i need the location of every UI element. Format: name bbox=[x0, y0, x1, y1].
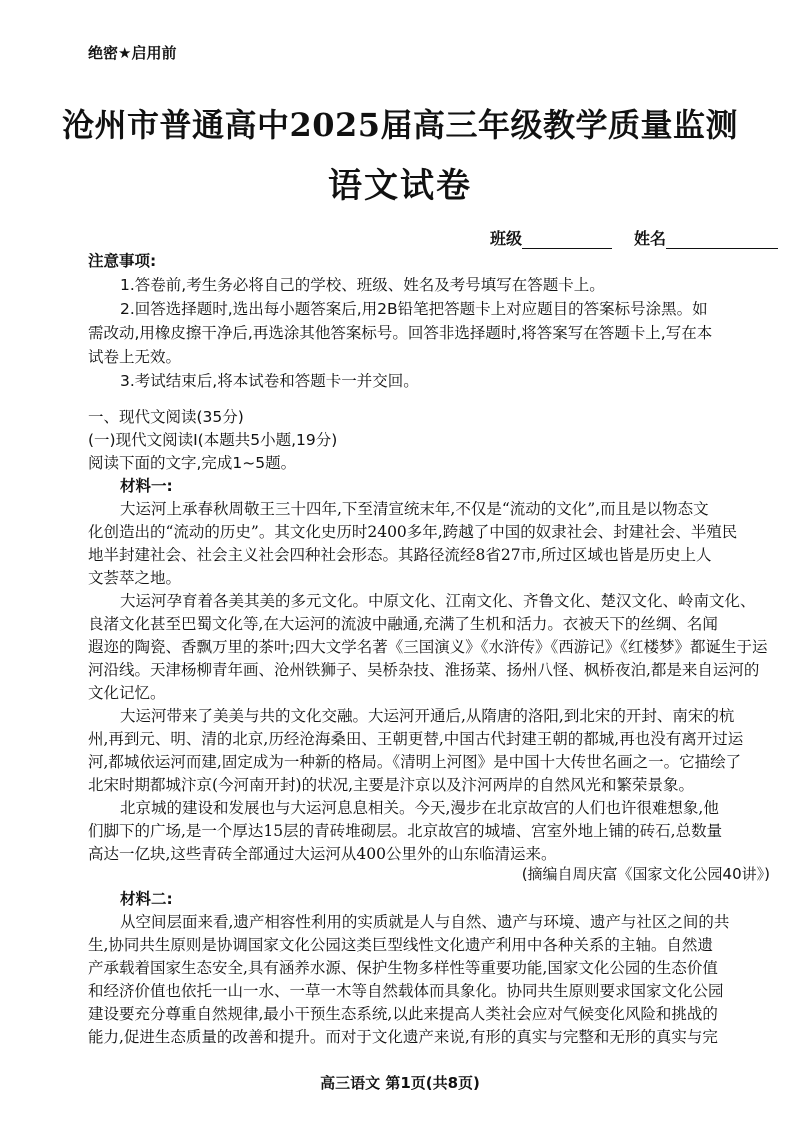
m1-p1-line: 大运河上承春秋周敬王三十四年,下至清宣统末年,不仅是“流动的文化”,而且是以物态文 bbox=[120, 500, 709, 518]
material-2-label: 材料二: bbox=[120, 890, 173, 908]
page-footer: 高三语文 第1页(共8页) bbox=[320, 1074, 480, 1092]
m2-line: 和经济价值也依托一山一水、一草一木等自然载体而具象化。协同共生原则要求国家文化公园 bbox=[88, 982, 724, 1000]
notes-heading: 注意事项: bbox=[88, 252, 157, 270]
m1-p3-line: 大运河带来了美美与共的文化交融。大运河开通后,从隋唐的洛阳,到北宋的开封、南宋的杭 bbox=[120, 707, 735, 725]
material-1-source: (摘编自周庆富《国家文化公园40讲》) bbox=[521, 865, 770, 883]
m2-line: 生,协同共生原则是协调国家文化公园这类巨型线性文化遗产利用中各种关系的主轴。自然遗 bbox=[88, 936, 713, 954]
m1-p4-line: 高达一亿块,这些青砖全部通过大运河从400公里外的山东临清运来。 bbox=[88, 845, 557, 863]
m1-p2-line: 大运河孕育着各美其美的多元文化。中原文化、江南文化、齐鲁文化、楚汉文化、岭南文化、 bbox=[120, 592, 756, 610]
section-sub-heading: (一)现代文阅读Ⅰ(本题共5小题,19分) bbox=[88, 431, 338, 449]
m1-p3-line: 州,再到元、明、清的北京,历经沧海桑田、王朝更替,中国古代封建王朝的都城,再也没有离开过运 bbox=[88, 730, 744, 748]
m1-p4-line: 北京城的建设和发展也与大运河息息相关。今天,漫步在北京故宫的人们也许很难想象,他 bbox=[120, 799, 719, 817]
note-item-2-line-2: 需改动,用橡皮擦干净后,再选涂其他答案标号。回答非选择题时,将答案写在答题卡上,写在本 bbox=[88, 324, 713, 342]
m1-p1-line: 地半封建社会、社会主义社会四种社会形态。其路径流经8省27市,所过区域也皆是历史上人 bbox=[88, 546, 712, 564]
m1-p1-line: 化创造出的“流动的历史”。其文化史历时2400多年,跨越了中国的奴隶社会、封建社会、半殖民 bbox=[88, 523, 738, 541]
section-heading: 一、现代文阅读(35分) bbox=[88, 408, 244, 426]
m1-p3-line: 北宋时期都城汴京(今河南开封)的状况,主要是汴京以及汴河两岸的自然风光和繁荣景象。 bbox=[88, 776, 695, 794]
reading-instruction: 阅读下面的文字,完成1~5题。 bbox=[88, 454, 297, 472]
m1-p1-line: 文荟萃之地。 bbox=[88, 569, 182, 587]
note-item-2-line-1: 2.回答选择题时,选出每小题答案后,用2B铅笔把答题卡上对应题目的答案标号涂黑。如 bbox=[120, 300, 708, 318]
name-label: 姓名 bbox=[634, 229, 667, 248]
note-item-3: 3.考试结束后,将本试卷和答题卡一并交回。 bbox=[120, 372, 419, 390]
m1-p2-line: 良渚文化甚至巴蜀文化等,在大运河的流波中融通,充满了生机和活力。衣被天下的丝绸、名闻 bbox=[88, 615, 718, 633]
m1-p2-line: 文化记忆。 bbox=[88, 684, 166, 702]
exam-title: 沧州市普通高中2025届高三年级教学质量监测 bbox=[61, 106, 739, 144]
m2-line: 从空间层面来看,遗产相容性利用的实质就是人与自然、遗产与环境、遗产与社区之间的共 bbox=[120, 913, 730, 931]
m2-line: 产承载着国家生态安全,具有涵养水源、保护生物多样性等重要功能,国家文化公园的生态价值 bbox=[88, 959, 718, 977]
m1-p3-line: 河,都城依运河而建,固定成为一种新的格局。《清明上河图》是中国十大传世名画之一。它描绘了 bbox=[88, 753, 742, 771]
m2-line: 能力,促进生态质量的改善和提升。而对于文化遗产来说,有形的真实与完整和无形的真实与完 bbox=[88, 1028, 718, 1046]
student-info bbox=[490, 226, 778, 249]
name-blank bbox=[666, 232, 778, 249]
m2-line: 建设要充分尊重自然规律,最小干预生态系统,以此来提高人类社会应对气候变化风险和挑战的 bbox=[88, 1005, 718, 1023]
m1-p2-line: 遐迩的陶瓷、香飘万里的茶叶;四大文学名著《三国演义》《水浒传》《西游记》《红楼梦》都诞生于运 bbox=[88, 638, 768, 656]
note-item-2-line-3: 试卷上无效。 bbox=[88, 348, 182, 366]
confidential-label: 绝密★启用前 bbox=[88, 44, 177, 62]
material-1-label: 材料一: bbox=[120, 477, 173, 495]
class-label: 班级 bbox=[490, 229, 523, 248]
m1-p4-line: 们脚下的广场,是一个厚达15层的青砖堆砌层。北京故宫的城墙、宫室外地上铺的砖石,总数量 bbox=[88, 822, 723, 840]
m1-p2-line: 河沿线。天津杨柳青年画、沧州铁狮子、吴桥杂技、淮扬菜、扬州八怪、枫桥夜泊,都是来自运河的 bbox=[88, 661, 760, 679]
exam-subtitle: 语文试卷 bbox=[328, 166, 472, 206]
class-blank bbox=[522, 232, 612, 249]
note-item-1: 1.答卷前,考生务必将自己的学校、班级、姓名及考号填写在答题卡上。 bbox=[120, 276, 605, 294]
